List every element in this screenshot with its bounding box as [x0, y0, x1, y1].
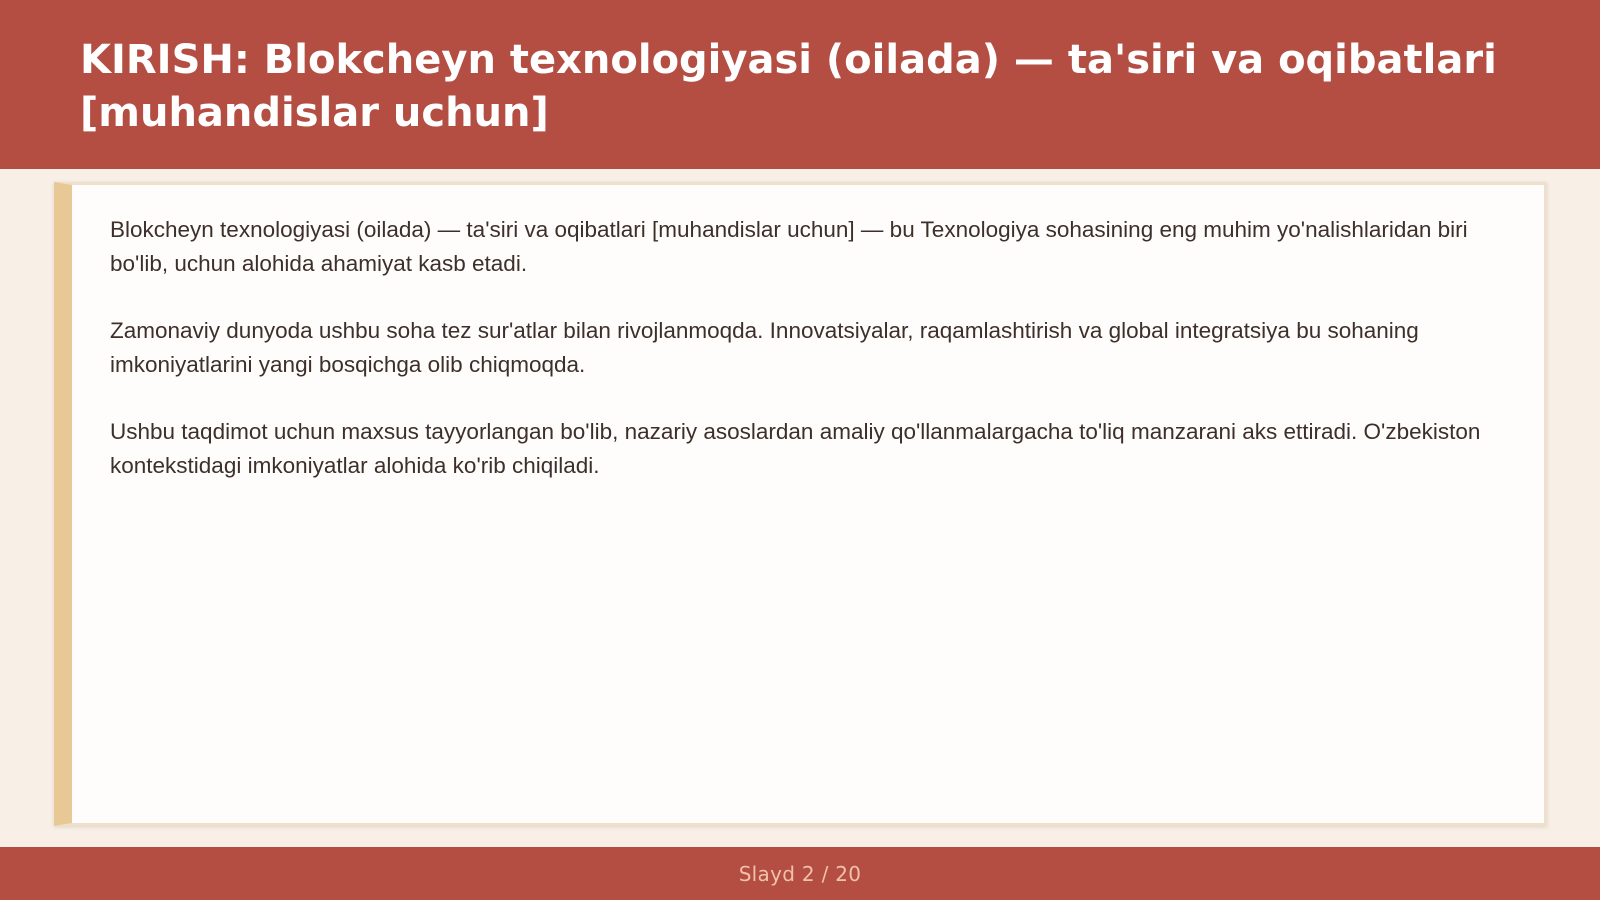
- slide-header: [0, 0, 1600, 169]
- content-paragraph-3: Ushbu taqdimot uchun maxsus tayyorlangan bo'lib, nazariy asoslardan amaliy qo'llanmalargacha to'liq manzarani aks ettiradi. O'zbekiston kontekstidagi imkoniyatlar alohida ko'rib chiqiladi.: [110, 419, 1481, 478]
- content-paragraph-2: Zamonaviy dunyoda ushbu soha tez sur'atlar bilan rivojlanmoqda. Innovatsiyalar, raqamlashtirish va global integratsiya bu sohaning imkoniyatlarini yangi bosqichga olib chiqmoqda.: [110, 318, 1419, 377]
- content-card: [54, 182, 1547, 826]
- slide-footer: [0, 847, 1600, 900]
- slide-title: KIRISH: Blokcheyn texnologiyasi (oilada) — ta'siri va oqibatlari [muhandislar uchun]: [80, 37, 1497, 136]
- content-paragraph-1: Blokcheyn texnologiyasi (oilada) — ta'siri va oqibatlari [muhandislar uchun] — bu Texnologiya sohasining eng muhim yo'nalishlaridan biri bo'lib, uchun alohida ahamiyat kasb etadi.: [110, 217, 1468, 276]
- slide-counter: Slayd 2 / 20: [738, 861, 862, 886]
